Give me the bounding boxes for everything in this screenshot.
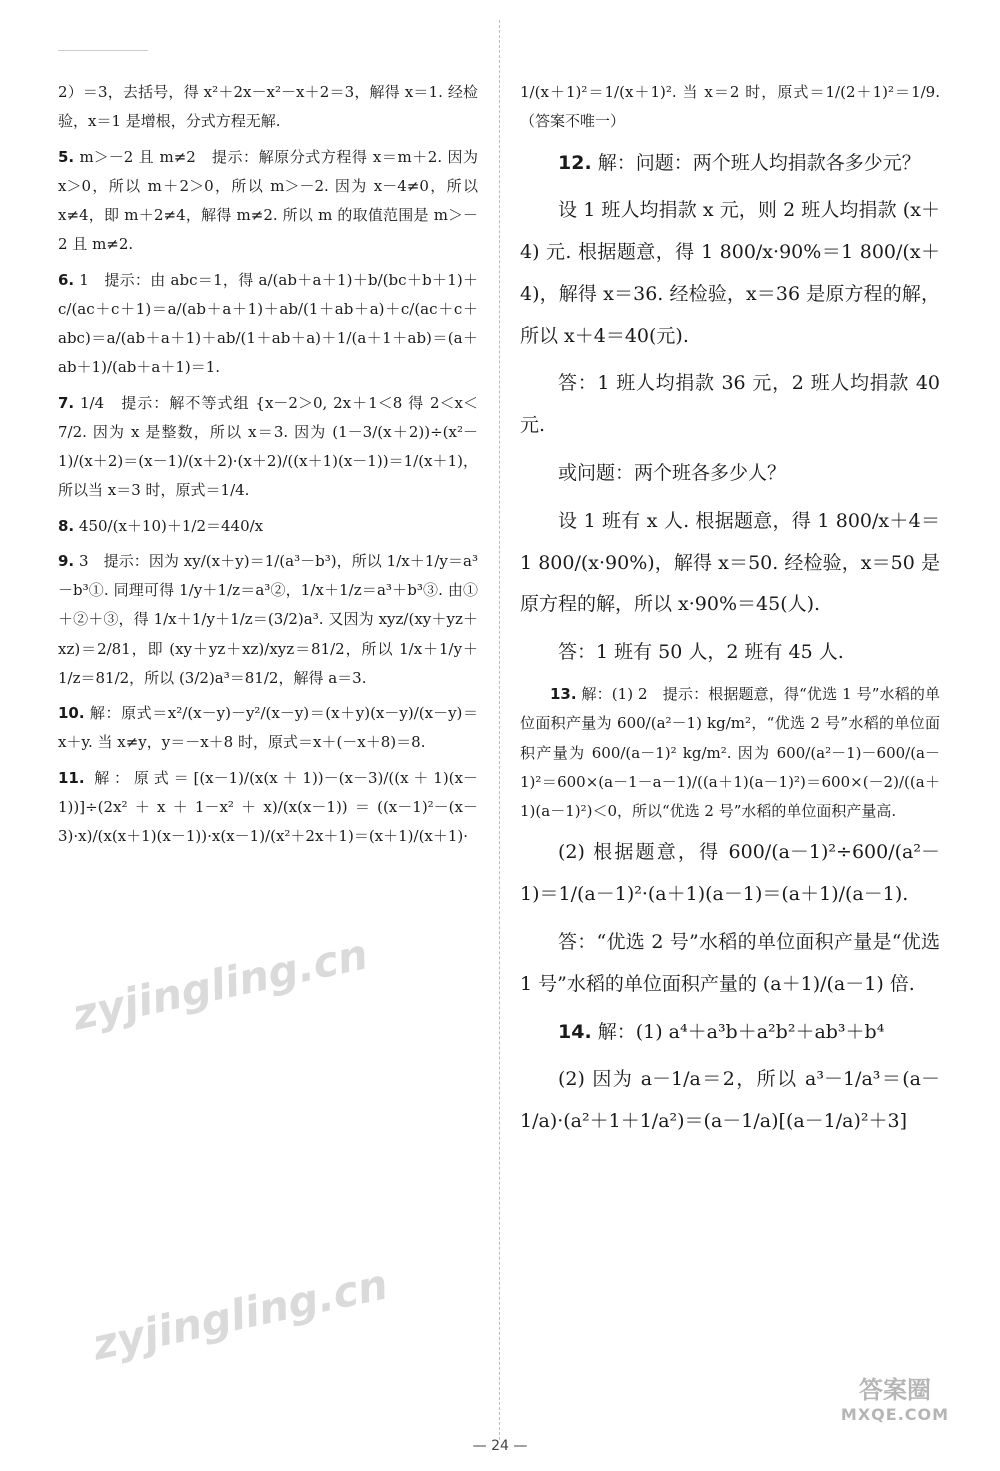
answer-13: 13. 解：(1) 2 提示：根据题意，得“优选 1 号”水稻的单位面积产量为 600/(a²－1) kg/m²，“优选 2 号”水稻的单位面积产量为 600/(a－1)² kg/m². 因为 600/(a²－1)－600/(a－1)²＝600×(a－1－a－1)/((a＋1)(a－1)²)＝600×(－2)/((a＋1)(a－1)²)＜0，所以“优选 2 号”水稻的单位面积产量高.	[520, 685, 940, 821]
top-rule	[58, 50, 148, 51]
right-column	[520, 78, 940, 1149]
stamp-title: 答案圈	[859, 1376, 931, 1404]
answer-5: 5. m＞－2 且 m≠2 提示：解原分式方程得 x＝m＋2. 因为 x＞0，所以 m＋2＞0，所以 m＞－2. 因为 x－4≠0，所以 x≠4，即 m＋2≠4，解得 m≠2. 所以 m 的取值范围是 m＞－2 且 m≠2.	[58, 147, 479, 254]
answer-12-solution-a: 设 1 班人均捐款 x 元，则 2 班人均捐款 (x＋4) 元. 根据题意，得 1 800/x·90%＝1 800/(x＋4)，解得 x＝36. 经检验，x＝36 是原方程的解，所以 x＋4＝40(元).	[520, 199, 940, 347]
answer-10: 10. 解：原式＝x²/(x－y)－y²/(x－y)＝(x＋y)(x－y)/(x－y)＝x＋y. 当 x≠y，y＝－x＋8 时，原式＝x＋(－x＋8)＝8.	[58, 704, 478, 752]
answer-12-solution-b: 设 1 班有 x 人. 根据题意，得 1 800/x＋4＝1 800/(x·90%)，解得 x＝50. 经检验，x＝50 是原方程的解，所以 x·90%＝45(人).	[520, 509, 940, 616]
answer-9: 9. 3 提示：因为 xy/(x＋y)＝1/(a³－b³)，所以 1/x＋1/y＝a³－b³①. 同理可得 1/y＋1/z＝a³②，1/x＋1/z＝a³＋b³③. 由①＋②＋③，得 1/x＋1/y＋1/z＝(3/2)a³. 又因为 xyz/(xy＋yz＋xz)＝2/81，即 (xy＋yz＋xz)/xyz＝81/2，所以 1/x＋1/y＋1/z＝81/2，所以 (3/2)a³＝81/2，解得 a＝3.	[58, 551, 478, 687]
answer-14: 14. 解：(1) a⁴＋a³b＋a²b²＋ab³＋b⁴	[558, 1020, 885, 1043]
answer-12-answer-b: 答：1 班有 50 人，2 班有 45 人.	[558, 641, 844, 664]
page-number: — 24 —	[472, 1438, 528, 1454]
answer-12: 12. 解：问题：两个班人均捐款各多少元？	[558, 151, 921, 174]
answer-7: 7. 1/4 提示：解不等式组 {x－2＞0, 2x＋1＜8 得 2＜x＜7/2. 因为 x 是整数，所以 x＝3. 因为 (1－3/(x＋2))÷(x²－1)/(x＋2)＝(x－1)/(x＋2)·(x＋2)/((x＋1)(x－1))＝1/(x＋1)，所以当 x＝3 时，原式＝1/4.	[58, 393, 478, 500]
left-column	[58, 78, 478, 857]
answer-11: 11. 解：原式＝[(x－1)/(x(x＋1))－(x－3)/((x＋1)(x－1))]÷(2x²＋x＋1－x²＋x)/(x(x－1))＝((x－1)²－(x－3)·x)/(x(x＋1)(x－1))·x(x－1)/(x²＋2x＋1)＝(x＋1)/(x＋1)·	[58, 768, 478, 845]
left-block-0: 2）＝3，去括号，得 x²＋2x－x²－x＋2＝3，解得 x＝1. 经检验，x＝1 是增根，分式方程无解.	[58, 83, 478, 131]
answer-13-part2: (2) 根据题意，得 600/(a－1)²÷600/(a²－1)＝1/(a－1)²·(a＋1)(a－1)＝(a＋1)/(a－1).	[520, 841, 940, 906]
answer-8: 8. 450/(x＋10)＋1/2＝440/x	[58, 516, 264, 535]
column-divider	[499, 20, 500, 1440]
answer-14-part2: (2) 因为 a－1/a＝2，所以 a³－1/a³＝(a－1/a)·(a²＋1＋1/a²)＝(a－1/a)[(a－1/a)²＋3]	[520, 1068, 940, 1133]
watermark: zyjingling.cn	[68, 929, 372, 1040]
answer-6: 6. 1 提示：由 abc＝1，得 a/(ab＋a＋1)＋b/(bc＋b＋1)＋c/(ac＋c＋1)＝a/(ab＋a＋1)＋ab/(1＋ab＋a)＋c/(ac＋c＋abc)＝a/(ab＋a＋1)＋ab/(1＋ab＋a)＋1/(a＋1＋ab)＝(a＋ab＋1)/(ab＋a＋1)＝1.	[58, 270, 478, 377]
answer-12-answer-a: 答：1 班人均捐款 36 元，2 班人均捐款 40 元.	[520, 372, 940, 437]
answer-11-continued: 1/(x＋1)²＝1/(x＋1)². 当 x＝2 时，原式＝1/(2＋1)²＝1/9.（答案不唯一）	[520, 83, 940, 131]
answer-13-conclusion: 答：“优选 2 号”水稻的单位面积产量是“优选 1 号”水稻的单位面积产量的 (a＋1)/(a－1) 倍.	[520, 930, 940, 995]
stamp-domain: MXQE.COM	[840, 1405, 950, 1424]
watermark: zyjingling.cn	[88, 1259, 392, 1370]
answer-12-alt-question: 或问题：两个班各多少人？	[558, 462, 787, 485]
